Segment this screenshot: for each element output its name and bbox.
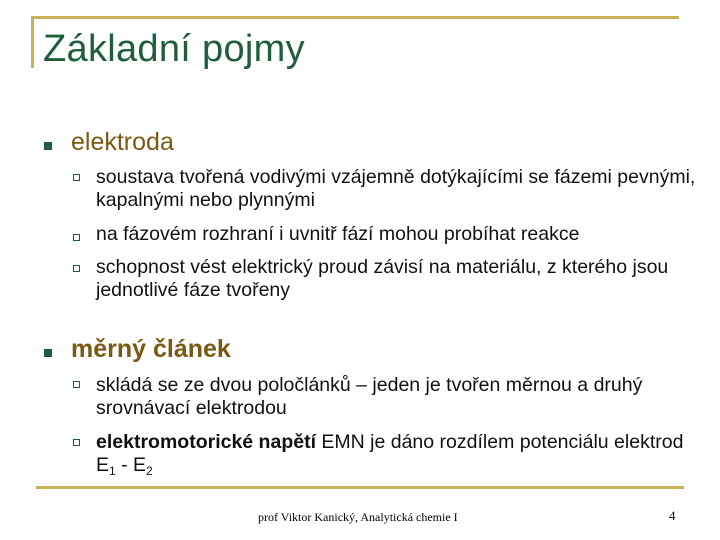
list-item: skládá se ze dvou poločlánků – jeden je tvořen měrnou a druhý srovnávací elektrodou [96,374,643,419]
emf-text: EMN je dáno rozdílem potenciálu elektrod E [96,431,684,476]
list-item: soustava tvořená vodivými vzájemně dotýkajícími se fázemi pevnými, kapalnými nebo plynnými [96,166,696,211]
hollow-square-bullet-icon [73,381,80,388]
square-bullet-icon [44,349,52,357]
list-item-emf [96,431,696,477]
emf-bold-term: elektromotorické napětí [96,431,316,453]
section-heading-elektroda: elektroda [71,128,174,156]
list-item: schopnost vést elektrický proud závisí na materiálu, z kterého jsou jednotlivé fáze tvořeny [96,256,669,301]
section-heading-merny-clanek: měrný článek [71,335,231,363]
emf-mid: - E [115,454,147,476]
subscript-2: 2 [146,464,153,478]
left-border-rule [31,16,34,68]
top-border-rule [31,16,679,19]
bottom-border-rule [36,486,684,489]
hollow-square-bullet-icon [73,174,80,181]
hollow-square-bullet-icon [73,265,80,272]
page-number: 4 [669,508,676,523]
hollow-square-bullet-icon [73,234,80,241]
square-bullet-icon [44,142,52,150]
slide-title: Základní pojmy [43,28,305,70]
hollow-square-bullet-icon [73,439,80,446]
subscript-1: 1 [109,464,116,478]
footer-text: prof Viktor Kanický, Analytická chemie I [258,510,458,524]
list-item: na fázovém rozhraní i uvnitř fází mohou probíhat reakce [96,223,580,245]
